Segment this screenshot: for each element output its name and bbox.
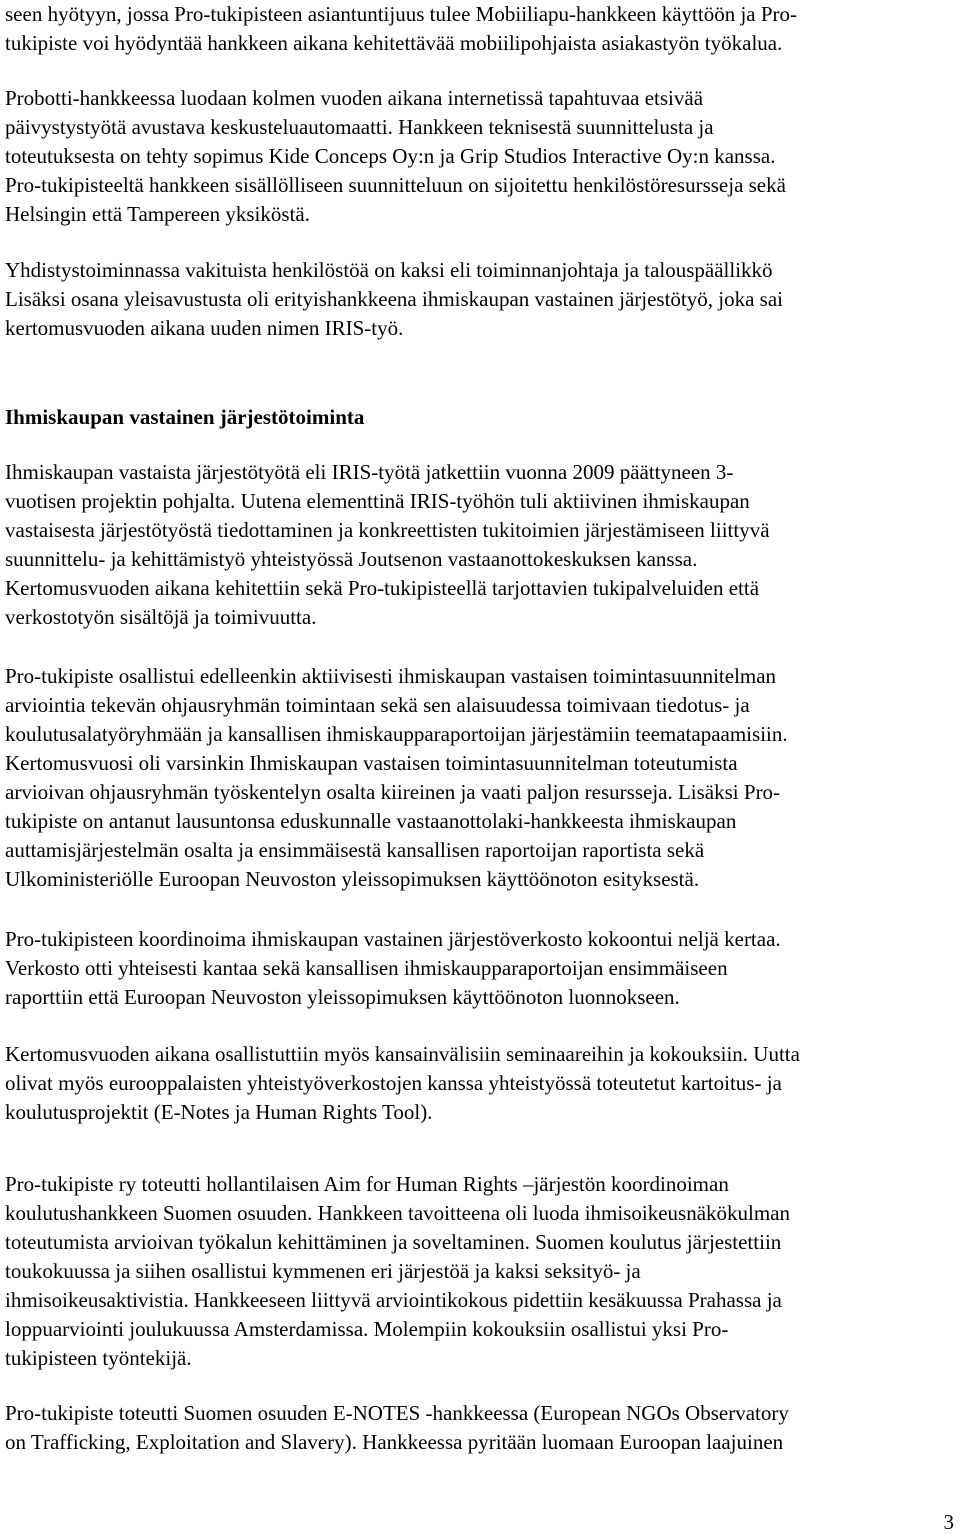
page-number: 3 [943, 1510, 954, 1534]
text-line: Ihmiskaupan vastaista järjestötyötä eli IRIS-työtä jatkettiin vuonna 2009 päättyneen 3- [5, 460, 734, 484]
paragraph-probotti [5, 84, 786, 229]
paragraph-e-notes [5, 1399, 789, 1457]
text-line: koulutusalatyöryhmään ja kansallisen ihmiskaupparaportoijan järjestämiin teematapaamisiin. [5, 722, 788, 746]
text-line: tukipiste voi hyödyntää hankkeen aikana kehitettävää mobiilipohjaista asiakastyön työkalua. [5, 31, 783, 55]
section-heading: Ihmiskaupan vastainen järjestötoiminta [5, 405, 365, 429]
paragraph-international [5, 1040, 800, 1127]
text-line: Yhdistystoiminnassa vakituista henkilöstöä on kaksi eli toiminnanjohtaja ja talouspäällikkö [5, 258, 773, 282]
text-line: kertomusvuoden aikana uuden nimen IRIS-työ. [5, 316, 404, 340]
text-line: vuotisen projektin pohjalta. Uutena elementtinä IRIS-työhön tuli aktiivinen ihmiskaupan [5, 489, 750, 513]
text-line: Kertomusvuoden aikana kehitettiin sekä Pro-tukipisteellä tarjottavien tukipalveluiden että [5, 576, 760, 600]
text-line: verkostotyön sisältöjä ja toimivuutta. [5, 605, 317, 629]
text-line: Kertomusvuoden aikana osallistuttiin myös kansainvälisiin seminaareihin ja kokouksiin. Uutta [5, 1042, 800, 1066]
text-line: ihmisoikeusaktivistia. Hankkeeseen liittyvä arviointikokous pidettiin kesäkuussa Prahassa ja [5, 1288, 782, 1312]
text-line: Kertomusvuosi oli varsinkin Ihmiskaupan vastaisen toimintasuunnitelman toteutumista [5, 751, 738, 775]
text-line: loppuarviointi joulukuussa Amsterdamissa. Molempiin kokouksiin osallistui yksi Pro- [5, 1317, 729, 1341]
paragraph-iris-work [5, 458, 770, 632]
text-line: päivystystyötä avustava keskusteluautomaatti. Hankkeen teknisestä suunnittelusta ja [5, 115, 714, 139]
paragraph-network [5, 925, 781, 1012]
text-line: Pro-tukipiste ry toteutti hollantilaisen Aim for Human Rights –järjestön koordinoiman [5, 1172, 729, 1196]
text-line: Probotti-hankkeessa luodaan kolmen vuoden aikana internetissä tapahtuvaa etsivää [5, 86, 704, 110]
paragraph-steering-group [5, 662, 788, 894]
text-line: Pro-tukipiste osallistui edelleenkin aktiivisesti ihmiskaupan vastaisen toimintasuunnitelman [5, 664, 777, 688]
text-line: koulutusprojektit (E-Notes ja Human Rights Tool). [5, 1100, 433, 1124]
text-line: olivat myös eurooppalaisten yhteistyöverkostojen kanssa yhteistyössä toteutetut kartoitus- ja [5, 1071, 782, 1095]
text-line: tukipisteen työntekijä. [5, 1346, 192, 1370]
text-line: Pro-tukipisteen koordinoima ihmiskaupan vastainen järjestöverkosto kokoontui neljä kertaa. [5, 927, 781, 951]
paragraph-mobiiliapu [5, 0, 797, 58]
text-line: toukokuussa ja siihen osallistui kymmenen eri järjestöä ja kaksi seksityö- ja [5, 1259, 641, 1283]
text-line: seen hyötyyn, jossa Pro-tukipisteen asiantuntijuus tulee Mobiiliapu-hankkeen käyttöön ja Pro- [5, 2, 798, 26]
text-line: koulutushankkeen Suomen osuuden. Hankkeen tavoitteena oli luoda ihmisoikeusnäkökulman [5, 1201, 791, 1225]
paragraph-aim-for-human-rights [5, 1170, 790, 1373]
text-line: toteutuksesta on tehty sopimus Kide Conceps Oy:n ja Grip Studios Interactive Oy:n kanssa. [5, 144, 776, 168]
text-line: vastaisesta järjestötyöstä tiedottaminen ja konkreettisten tukitoimien järjestämiseen liittyvä [5, 518, 770, 542]
text-line: auttamisjärjestelmän osalta ja ensimmäisestä kansallisen raportoijan raportista sekä [5, 838, 705, 862]
text-line: Verkosto otti yhteisesti kantaa sekä kansallisen ihmiskaupparaportoijan ensimmäiseen [5, 956, 728, 980]
text-line: Pro-tukipisteeltä hankkeen sisällölliseen suunnitteluun on sijoitettu henkilöstöresursseja sekä [5, 173, 786, 197]
paragraph-yhdistystoiminta [5, 256, 783, 343]
text-line: raporttiin että Euroopan Neuvoston yleissopimuksen käyttöönoton luonnokseen. [5, 985, 680, 1009]
text-line: suunnittelu- ja kehittämistyö yhteistyössä Joutsenon vastaanottokeskuksen kanssa. [5, 547, 698, 571]
text-line: arvioivan ohjausryhmän työskentelyn osalta kiireinen ja vaati paljon resursseja. Lisäksi Pro- [5, 780, 781, 804]
text-line: Lisäksi osana yleisavustusta oli erityishankkeena ihmiskaupan vastainen järjestötyö, joka sai [5, 287, 783, 311]
text-line: Helsingin että Tampereen yksiköstä. [5, 202, 310, 226]
text-line: arviointia tekevän ohjausryhmän toimintaan sekä sen alaisuudessa toimivaan tiedotus- ja [5, 693, 750, 717]
text-line: toteutumista arvioivan työkalun kehittäminen ja soveltaminen. Suomen koulutus järjestettiin [5, 1230, 782, 1254]
text-line: Pro-tukipiste toteutti Suomen osuuden E-NOTES -hankkeessa (European NGOs Observatory [5, 1401, 789, 1425]
text-line: Ulkoministeriölle Euroopan Neuvoston yleissopimuksen käyttöönoton esityksestä. [5, 867, 700, 891]
text-line: on Trafficking, Exploitation and Slavery). Hankkeessa pyritään luomaan Euroopan laajuinen [5, 1430, 784, 1454]
text-line: tukipiste on antanut lausuntonsa eduskunnalle vastaanottolaki-hankkeesta ihmiskaupan [5, 809, 737, 833]
